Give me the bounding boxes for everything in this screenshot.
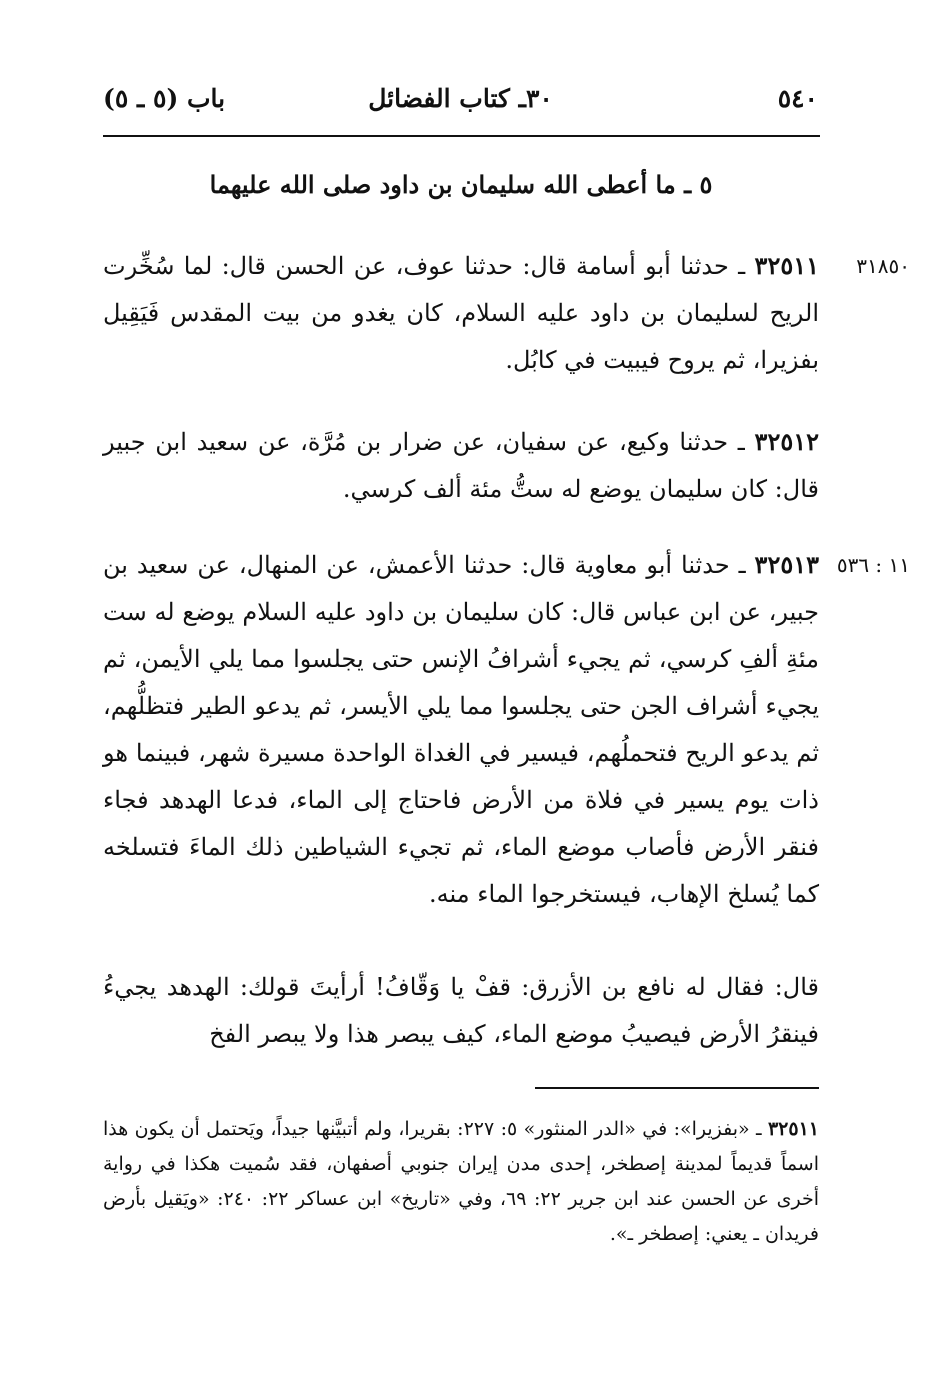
page-header (103, 84, 818, 124)
margin-reference: ٣١٨٥٠ (856, 254, 910, 278)
margin-reference: ١١ : ٥٣٦ (836, 553, 910, 577)
footnote-number: ٣٢٥١١ (767, 1118, 819, 1140)
hadith-text: ـ حدثنا أبو معاوية قال: حدثنا الأعمش، عن المنهال، عن سعيد بن جبير، عن ابن عباس قال: كان سليمان بن داود عليه السلام يوضع له ست مئةِ ألفِ كرسي، ثم يجيء أشرافُ الإنس حتى يجلسوا مما يلي الأيمن، ثم يجيء أشراف الجن حتى يجلسوا مما يلي الأيسر، ثم يدعو الطير فتظلُّهم، ثم يدعو الريح فتحملُهم، فيسير في الغداة الواحدة مسيرة شهر، فبينما هو ذات يوم يسير في فلاة من الأرض فاحتاج إلى الماء، فدعا الهدهد فجاء فنقر الأرض فأصاب موضع الماء، ثم تجيء الشياطين ذلك الماءَ فتسلخه كما يُسلخ الإهاب، فيستخرجوا الماء منه. (103, 551, 820, 908)
hadith-number: ٣٢٥١١ (754, 251, 819, 280)
hadith-continuation (103, 964, 819, 1058)
chapter-title: ٥ ـ ما أعطى الله سليمان بن داود صلى الله عليهما (209, 170, 713, 199)
hadith-text: ـ حدثنا وكيع، عن سفيان، عن ضرار بن مُرَّة، عن سعيد ابن جبير قال: كان سليمان يوضع له ستُّ مئة ألف كرسي. (103, 428, 819, 503)
hadith-number: ٣٢٥١٣ (754, 550, 819, 579)
hadith-paragraph (103, 541, 819, 918)
hadith-text: ـ حدثنا أبو أسامة قال: حدثنا عوف، عن الحسن قال: لما سُخِّرت الريح لسليمان بن داود عليه السلام، كان يغدو من بيت المقدس فَيَقِيل بفزيرا، ثم يروح فيبيت في كابُل. (103, 252, 819, 374)
hadith-paragraph (103, 418, 819, 513)
hadith-number: ٣٢٥١٢ (754, 427, 819, 456)
footnote-text: ـ «بفزيرا»: في «الدر المنثور» ٥: ٢٢٧: بقريرا، ولم أتبيَّنها جيداً، ويَحتمل أن يكون هذا اسماً قديماً لمدينة إصطخر، إحدى مدن إيران جنوبي أصفهان، فقد سُميت هكذا في رواية أخرى عن الحسن عند ابن جرير ٢٢: ٦٩، وفي «تاريخ» ابن عساكر ٢٢: ٢٤٠: «ويَقيل بأرض فريدان ـ يعني: إصطخر ـ». (103, 1118, 819, 1245)
footnote (103, 1112, 819, 1252)
chapter-reference: باب (٥ ـ ٥) (103, 84, 226, 113)
book-title: ٣٠ـ كتاب الفضائل (368, 84, 553, 113)
header-divider (103, 135, 820, 137)
hadith-text: قال: فقال له نافع بن الأزرق: قفْ يا وَقّافُ! أرأيتَ قولك: الهدهد يجيءُ فينقرُ الأرض فيصيبُ موضع الماء، كيف يبصر هذا ولا يبصر الفخ (103, 973, 819, 1048)
footnote-divider (535, 1087, 819, 1089)
hadith-paragraph (103, 242, 819, 384)
page-number: ٥٤٠ (777, 84, 818, 113)
